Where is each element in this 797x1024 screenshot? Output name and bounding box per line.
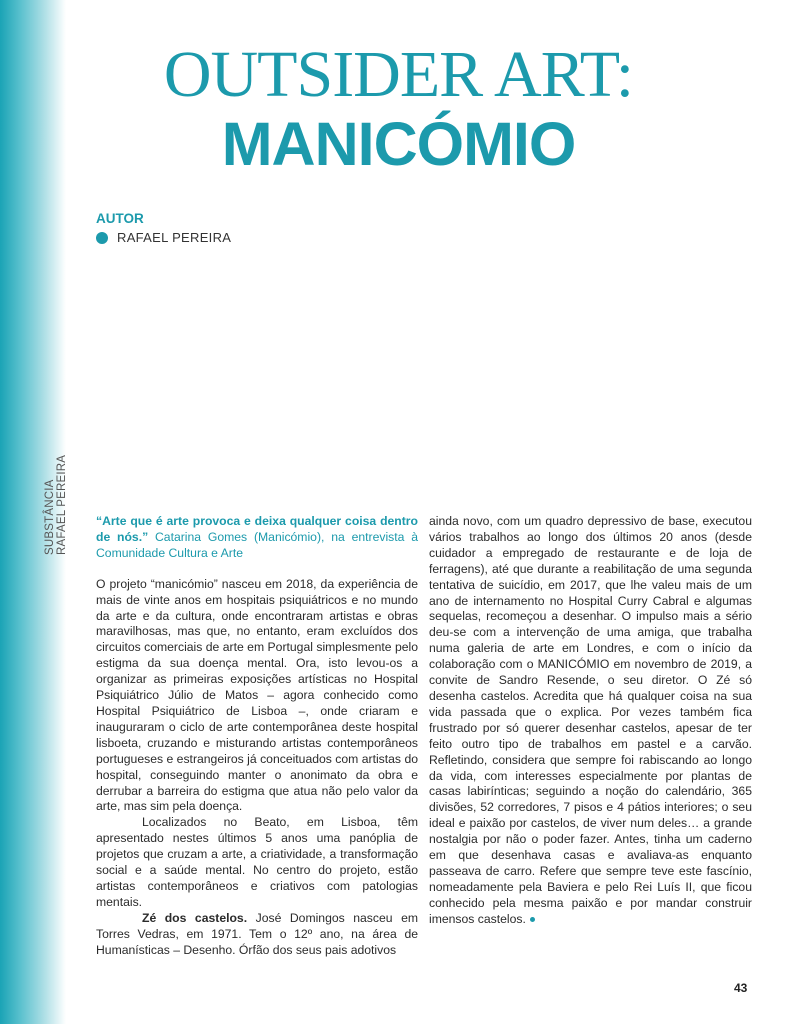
text-column-right <box>429 514 752 928</box>
paragraph-2: Localizados no Beato, em Lisboa, têm apresentado nestes últimos 5 anos uma panóplia de projetos que cruzam a arte, a criatividade, a transformação social e a saúde mental. No centro do projeto, estão artistas contemporâneos e criativos com patologias mentais. <box>96 815 418 909</box>
paragraph-3-lead: Zé dos castelos. <box>142 910 256 925</box>
paragraph-3-start <box>96 911 418 959</box>
page-number: 43 <box>734 981 748 995</box>
end-mark-icon <box>530 917 535 922</box>
section-vertical-label <box>44 455 68 555</box>
section-name: SUBSTÂNCIA <box>44 479 56 555</box>
paragraph-3-text: José Domingos nasceu em Torres Vedras, em 1971. Tem o 12º ano, na área de Humanísticas – Desenho. Órfão dos seus pais adotivos <box>96 910 418 957</box>
author-name: RAFAEL PEREIRA <box>117 230 232 245</box>
author-label: AUTOR <box>96 211 144 226</box>
author-row <box>96 230 231 245</box>
pull-quote <box>96 514 418 562</box>
text-column-left <box>96 514 418 958</box>
paragraph-3-continued: ainda novo, com um quadro depressivo de base, executou vários trabalhos ao longo dos últimos 20 anos (desde cuidador a empregado de restaurante e de loja de ferragens), até que durante a reabilitação de uma segunda tentativa de suicídio, em 2017, que lhe valeu mais de um ano de internamento no Hospital Curry Cabral e algumas sequelas, recomeçou a desenhar. O impulso mais a sério deu-se com a intervenção de uma amiga, que trabalha numa galeria de arte em Londres, e com o início da colaboração com o MANICÓMIO em novembro de 2019, a convite de Sandro Resende, o seu diretor. O Zé só desenha castelos. Acredita que há qualquer coisa na sua vida passada que o explica. Por vezes também fica frustrado por só querer desenhar castelos, apesar de ter feito outro tipo de trabalhos em pastel e a carvão. Refletindo, considera que sempre foi rabiscando ao longo da vida, com interesses especialmente por plantas de casas labirínticas; seguindo a noção do calendário, 365 divisões, 52 corredores, 7 pisos e 4 pátios interiores; o seu ideal e paixão por castelos, de viver num deles… a grande nostalgia por não o poder fazer. Antes, tinha um caderno em que desenhava casas e avaliava-as enquanto passeava de carro. Refere que sempre teve este fascínio, nomeadamente pela Baviera e pelo Rei Luís II, que ficou conhecido pela mesma paixão e por mandar construir imensos castelos. <box>429 514 752 926</box>
article-title-line-2: MANICÓMIO <box>221 110 576 178</box>
quote-text: “Arte que é arte provoca e deixa qualquer coisa dentro de nós.” <box>96 514 418 544</box>
bullet-dot-icon <box>96 232 108 244</box>
quote-attribution: Catarina Gomes (Manicómio), na entrevista à Comunidade Cultura e Arte <box>96 529 418 560</box>
section-author: RAFAEL PEREIRA <box>56 454 68 555</box>
article-title-line-1: OUTSIDER ART: <box>163 38 634 111</box>
paragraph-1: O projeto “manicómio” nasceu em 2018, da experiência de mais de vinte anos em hospitais psiquiátricos e no mundo da arte e da cultura, onde encontraram artistas e obras maravilhosas, mas que, no entanto, eram excluídos dos circuitos comerciais de arte em Portugal simplesmente pelo estigma da sua doença mental. Ora, isto levou-os a organizar as primeiras exposições artísticas no Hospital Psiquiátrico Júlio de Matos – agora conhecido como Hospital Psiquiátrico de Lisboa –, onde criaram e inauguraram o ciclo de arte contemporânea deste hospital lisboeta, cruzando e misturando artistas contemporâneos portugueses e estrangeiros já conceituados com artistas do hospital, conseguindo manter o anonimato da obra e derrubar a barreira do estigma que atua não pelo valor da arte, mas sim pela doença. <box>96 576 418 814</box>
